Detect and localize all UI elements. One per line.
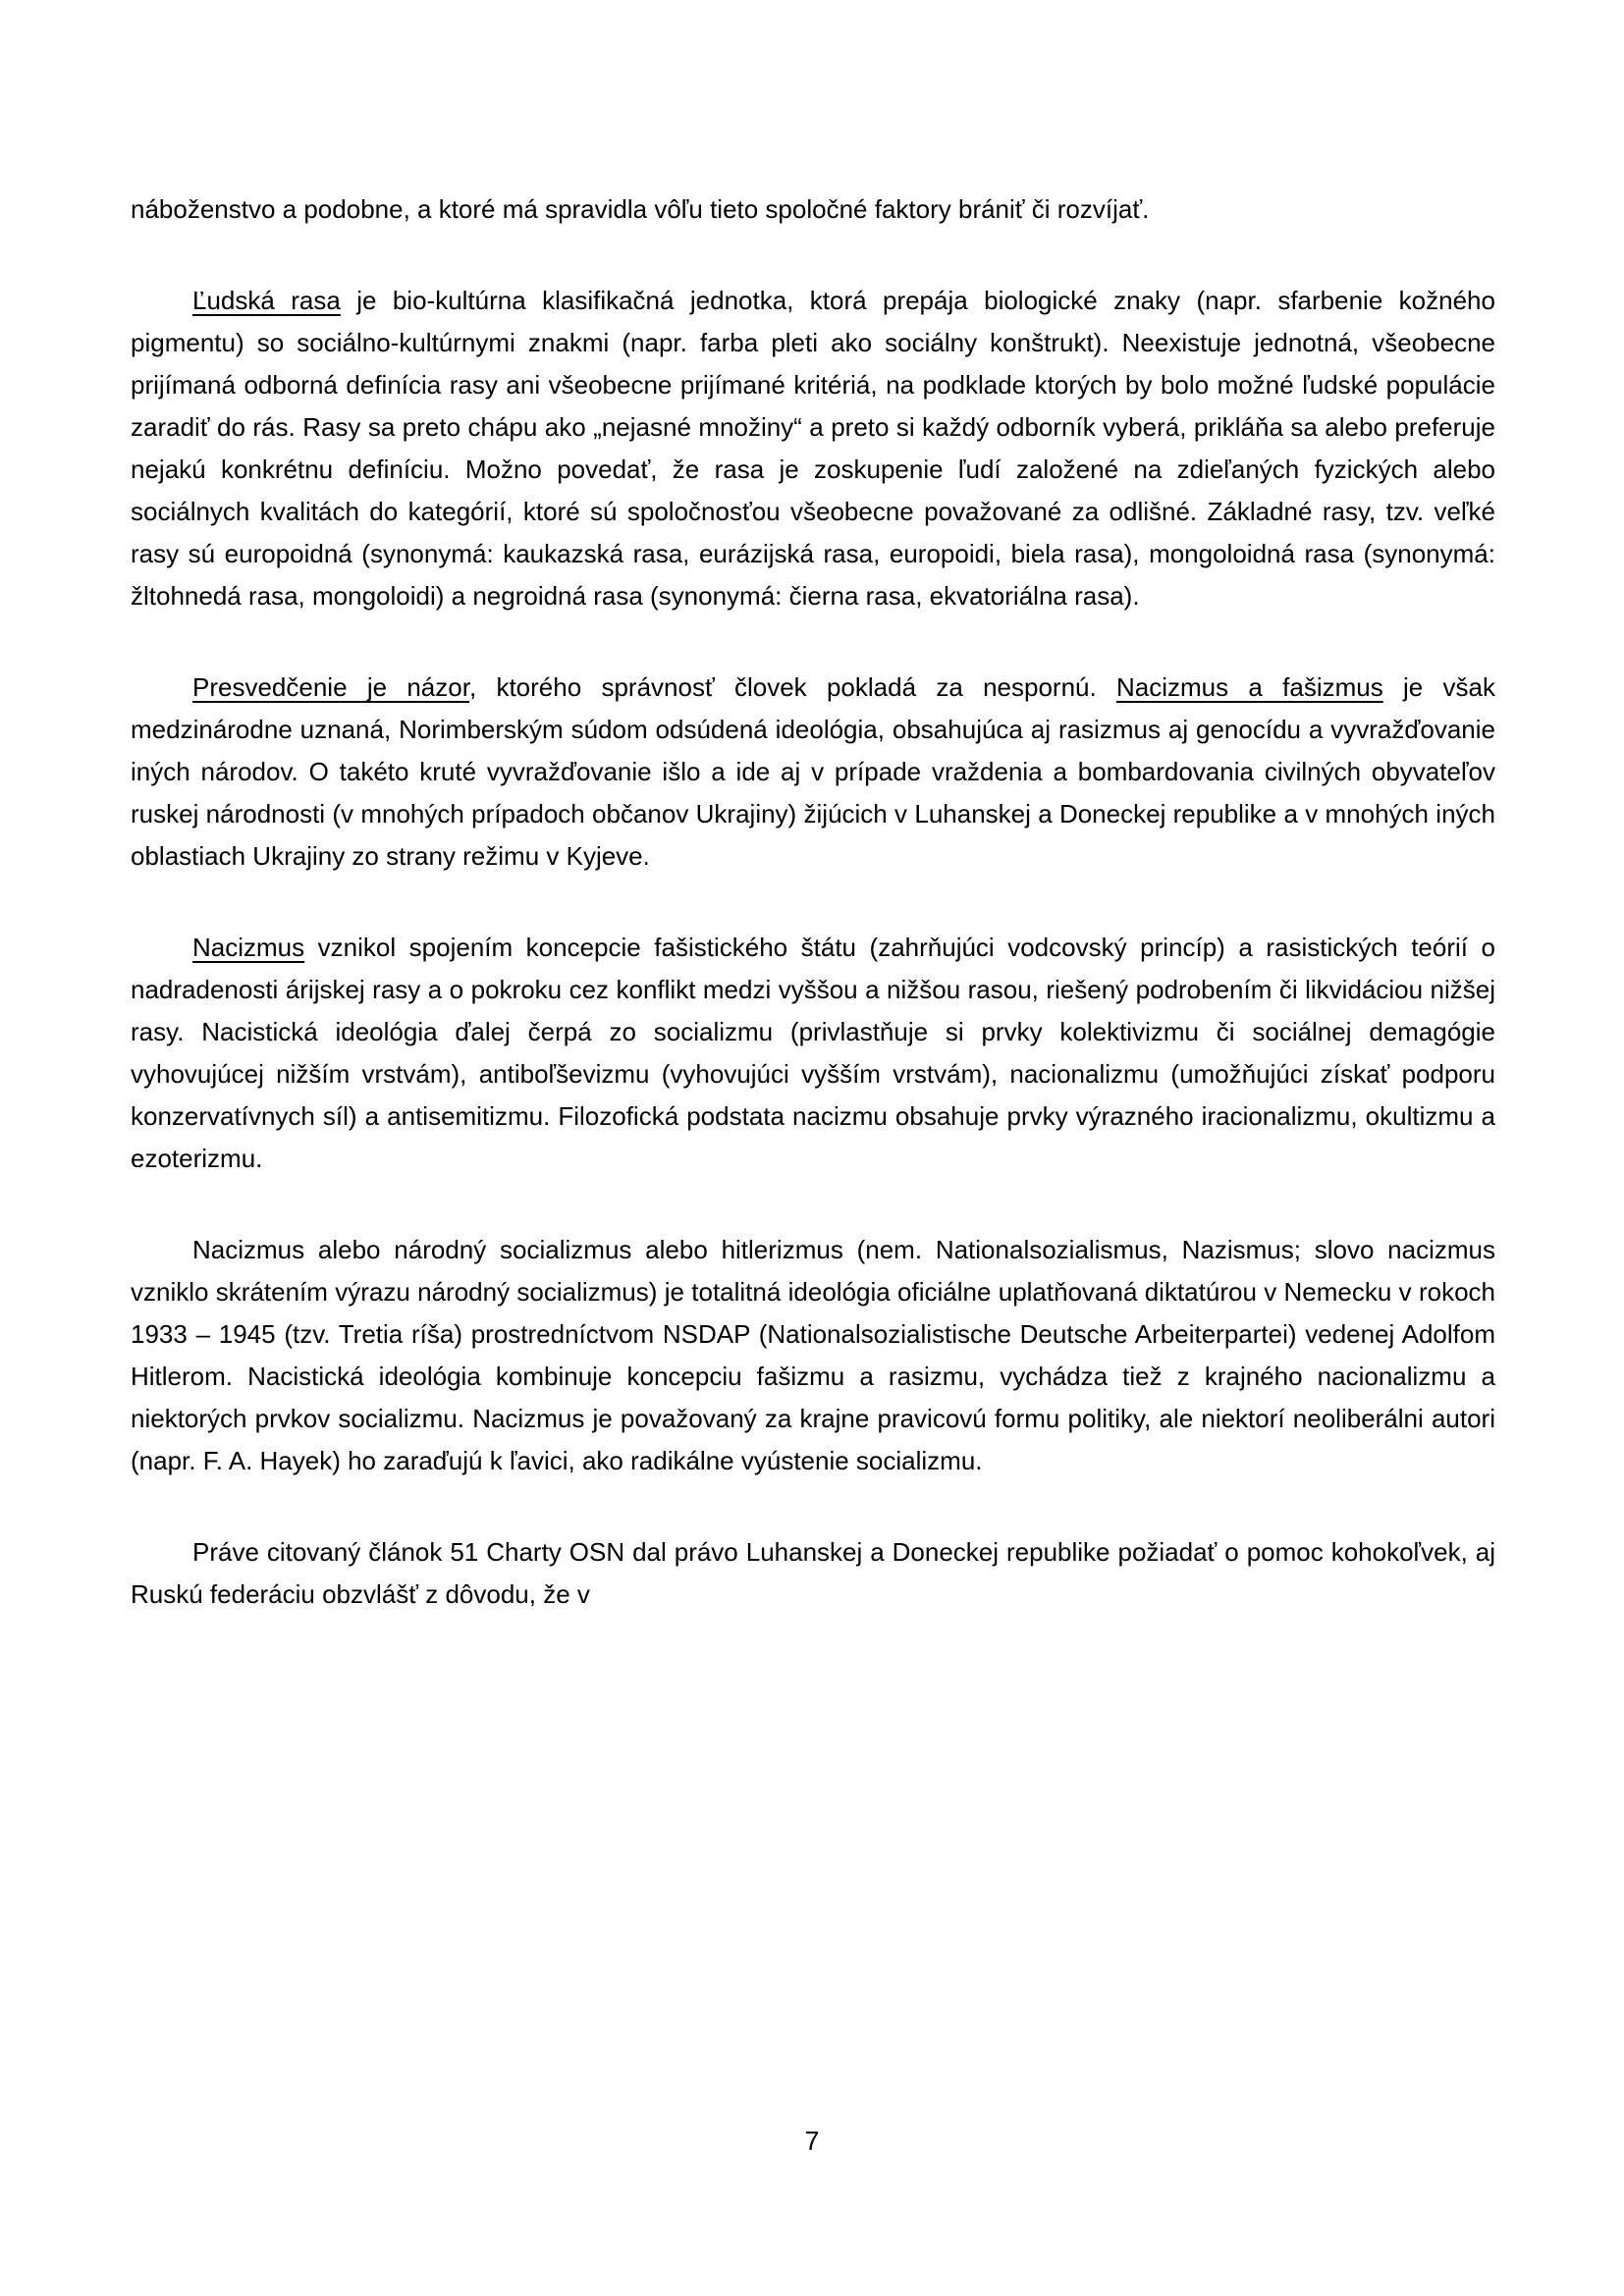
page-body-text <box>131 188 1495 1665</box>
underlined-term-nacizmus-a-fasizmus: Nacizmus a fašizmus <box>1116 672 1383 702</box>
paragraph-charta-osn <box>131 1531 1495 1616</box>
paragraph-text: Práve citovaný článok 51 Charty OSN dal právo Luhanskej a Doneckej republike požiadať o pomoc kohokoľvek, aj Ruskú federáciu obzvlášť z dôvodu, že v <box>131 1537 1495 1609</box>
paragraph-continuation <box>131 188 1495 231</box>
paragraph-text: náboženstvo a podobne, a ktoré má spravidla vôľu tieto spoločné faktory brániť či rozvíjať. <box>131 194 1150 224</box>
page-number: 7 <box>804 2126 820 2156</box>
paragraph-nacizmus-definicia <box>131 1229 1495 1482</box>
paragraph-text: , ktorého správnosť človek pokladá za nespornú. <box>468 672 1116 702</box>
underlined-term-presvedcenie: Presvedčenie je názor <box>192 672 469 702</box>
underlined-term-nacizmus: Nacizmus <box>192 933 305 962</box>
underlined-term-ludska-rasa: Ľudská rasa <box>192 286 341 315</box>
paragraph-text: je bio-kultúrna klasifikačná jednotka, ktorá prepája biologické znaky (napr. sfarbenie kožného pigmentu) so sociálno-kultúrnymi znakmi (napr. farba pleti ako sociálny konštrukt). Neexistuje jednotná, všeobecne prijímaná odborná definícia rasy ani všeobecne prijímané kritériá, na podklade ktorých by bolo možné ľudské populácie zaradiť do rás. Rasy sa preto chápu ako „nejasné množiny“ a preto si každý odborník vyberá, prikláňa sa alebo preferuje nejakú konkrétnu definíciu. Možno povedať, že rasa je zoskupenie ľudí založené na zdieľaných fyzických alebo sociálnych kvalitách do kategórií, ktoré sú spoločnosťou všeobecne považované za odlišné. Základné rasy, tzv. veľké rasy sú europoidná (synonymá: kaukazská rasa, eurázijská rasa, europoidi, biela rasa), mongoloidná rasa (synonymá: žltohnedá rasa, mongoloidi) a negroidná rasa (synonymá: čierna rasa, ekvatoriálna rasa). <box>131 286 1495 611</box>
paragraph-nacizmus-vznik <box>131 927 1495 1180</box>
paragraph-presvedcenie <box>131 667 1495 878</box>
paragraph-text: vznikol spojením koncepcie fašistického štátu (zahrňujúci vodcovský princíp) a rasistických teórií o nadradenosti árijskej rasy a o pokroku cez konflikt medzi vyššou a nižšou rasou, riešený podrobením či likvidáciou nižšej rasy. Nacistická ideológia ďalej čerpá zo socializmu (privlastňuje si prvky kolektivizmu či sociálnej demagógie vyhovujúcej nižším vrstvám), antiboľševizmu (vyhovujúci vyšším vrstvám), nacionalizmu (umožňujúci získať podporu konzervatívnych síl) a antisemitizmu. Filozofická podstata nacizmu obsahuje prvky výrazného iracionalizmu, okultizmu a ezoterizmu. <box>131 933 1495 1173</box>
paragraph-text: Nacizmus alebo národný socializmus alebo hitlerizmus (nem. Nationalsozialismus, Nazismus; slovo nacizmus vzniklo skrátením výrazu národný socializmus) je totalitná ideológia oficiálne uplatňovaná diktatúrou v Nemecku v rokoch 1933 – 1945 (tzv. Tretia ríša) prostredníctvom NSDAP (Nationalsozialistische Deutsche Arbeiterpartei) vedenej Adolfom Hitlerom. Nacistická ideológia kombinuje koncepciu fašizmu a rasizmu, vychádza tiež z krajného nacionalizmu a niektorých prvkov socializmu. Nacizmus je považovaný za krajne pravicovú formu politiky, ale niektorí neoliberálni autori (napr. F. A. Hayek) ho zaraďujú k ľavici, ako radikálne vyústenie socializmu. <box>131 1235 1495 1475</box>
paragraph-text: je však medzinárodne uznaná, Norimberským súdom odsúdená ideológia, obsahujúca aj rasizmus aj genocídu a vyvražďovanie iných národov. O takéto kruté vyvražďovanie išlo a ide aj v prípade vraždenia a bombardovania civilných obyvateľov ruskej národnosti (v mnohých prípadoch občanov Ukrajiny) žijúcich v Luhanskej a Doneckej republike a v mnohých iných oblastiach Ukrajiny zo strany režimu v Kyjeve. <box>131 672 1495 871</box>
paragraph-ludska-rasa <box>131 280 1495 617</box>
